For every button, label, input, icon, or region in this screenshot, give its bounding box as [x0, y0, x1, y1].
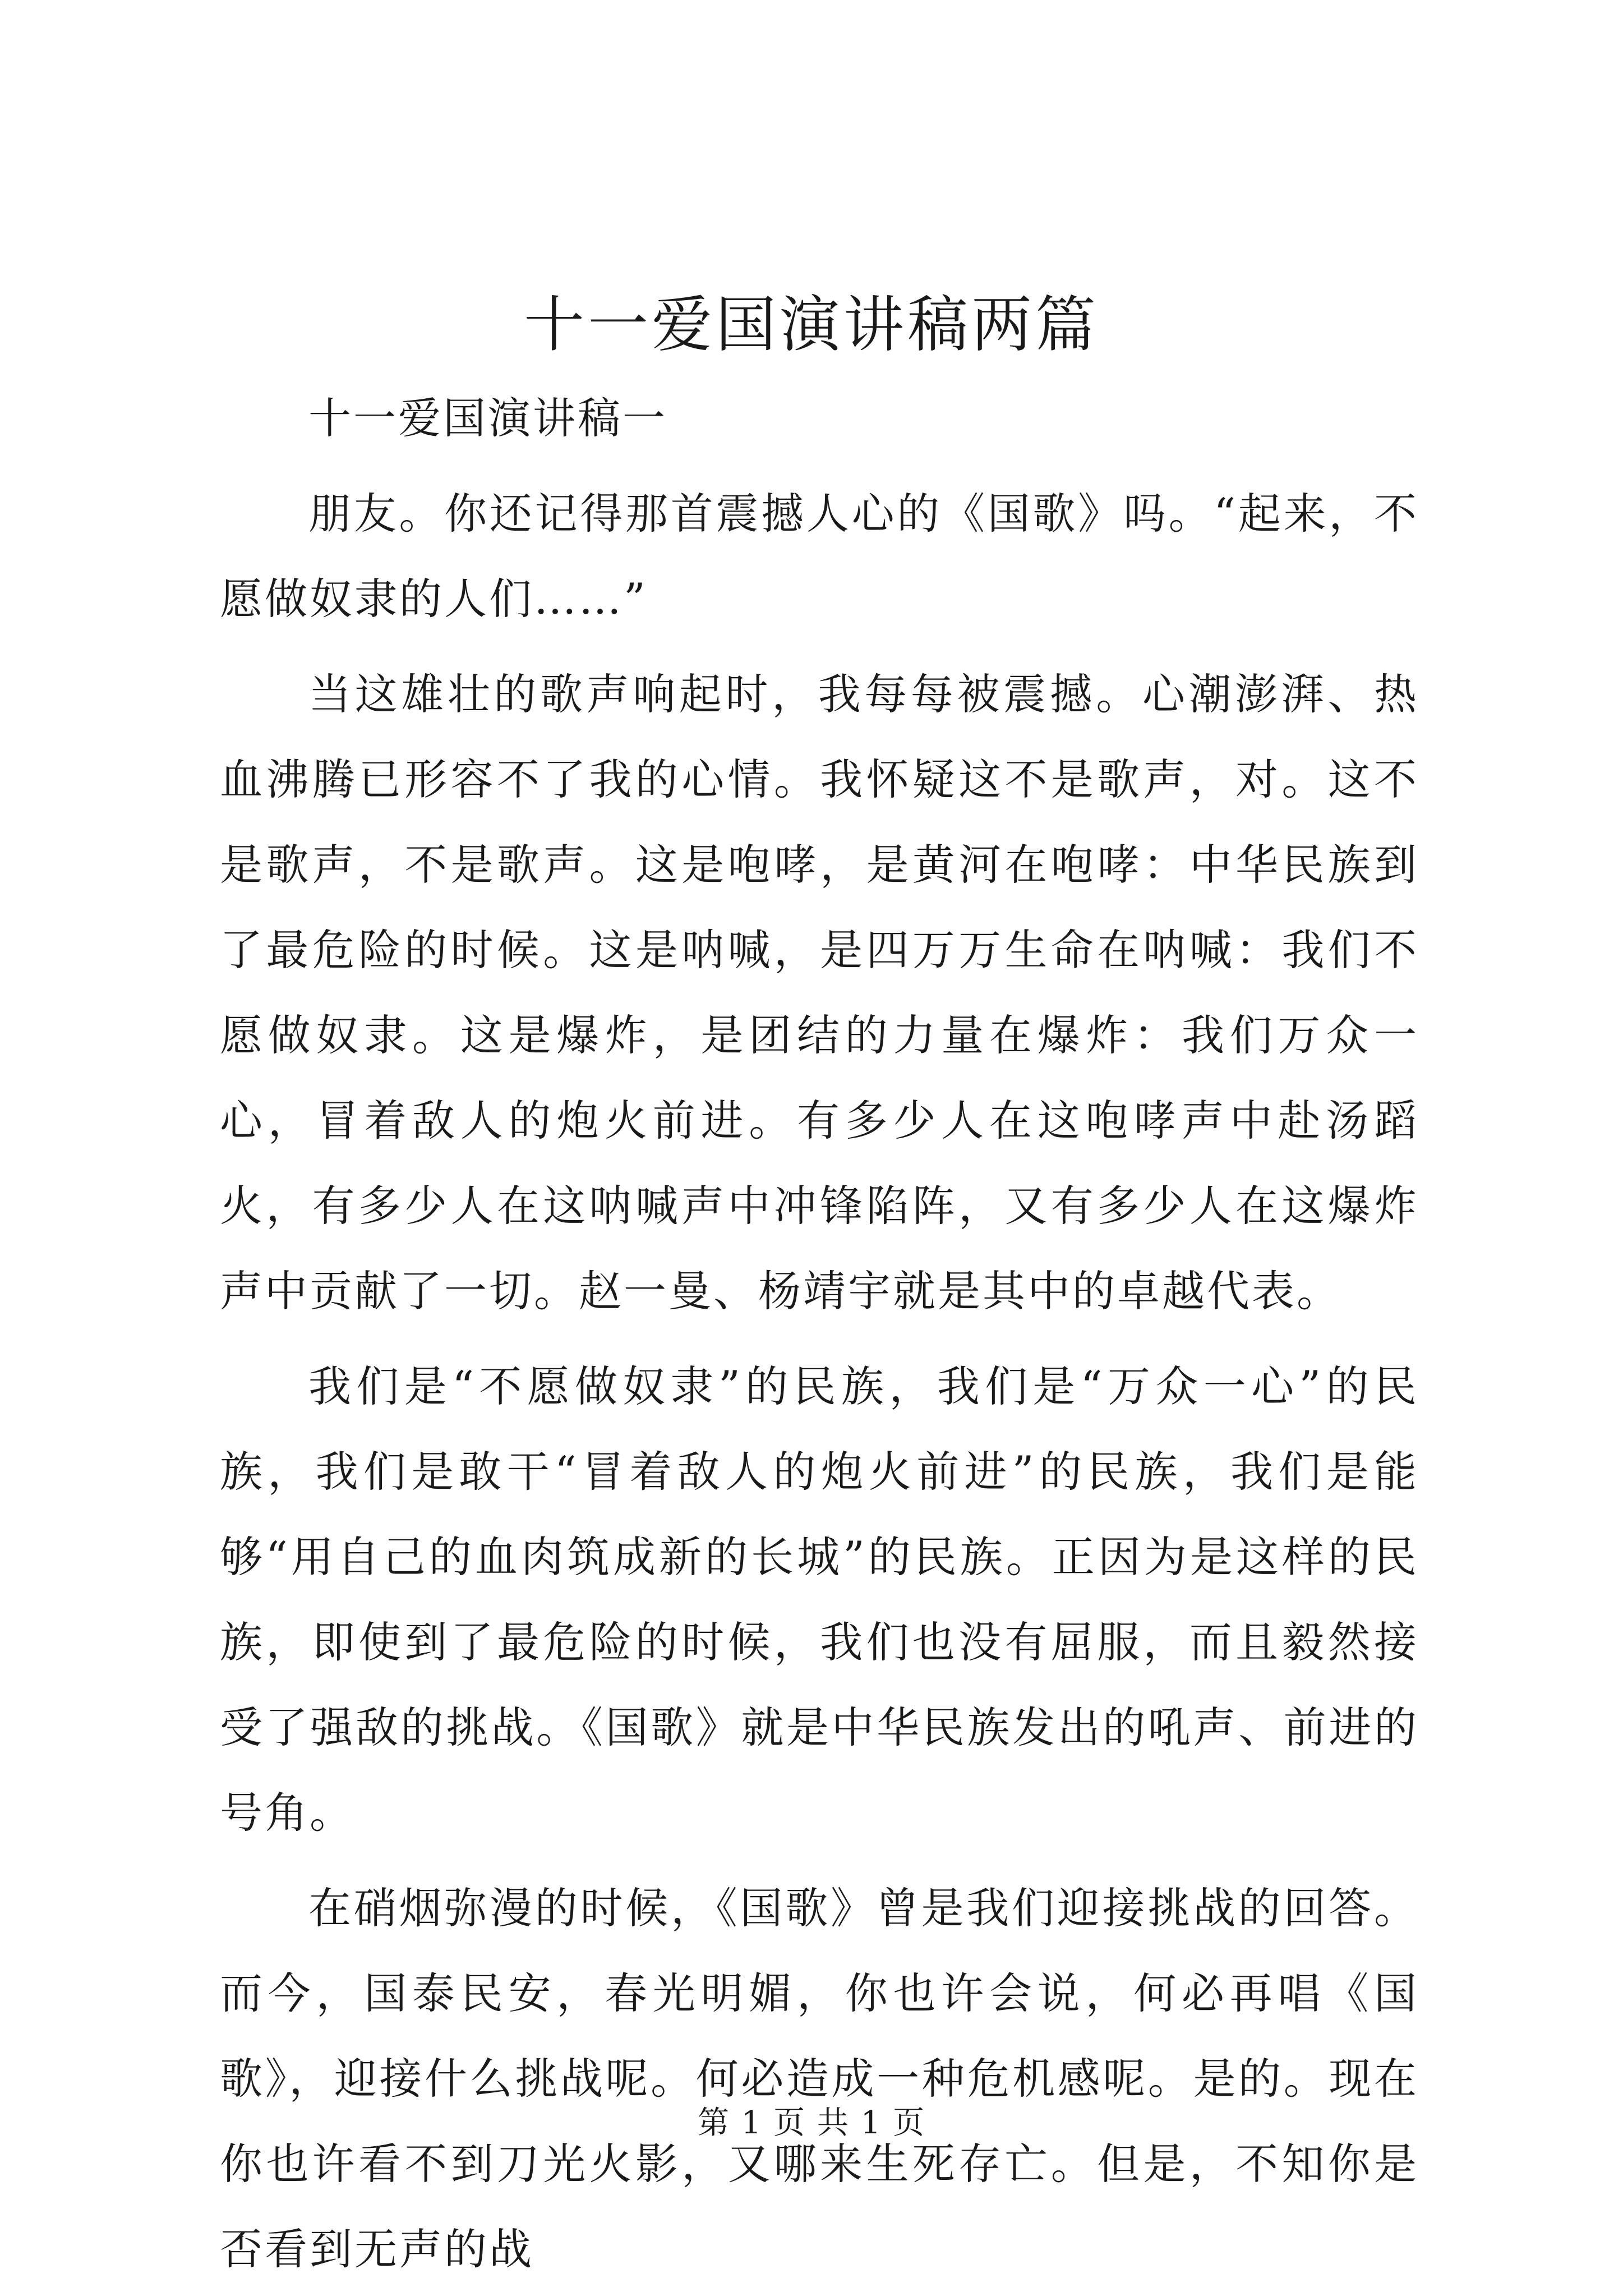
- paragraph: 当这雄壮的歌声响起时，我每每被震撼。心潮澎湃、热血沸腾已形容不了我的心情。我怀疑这不是歌声，对。这不是歌声，不是歌声。这是咆哮，是黄河在咆哮：中华民族到了最危险的时候。这是呐喊，是四万万生命在呐喊：我们不愿做奴隶。这是爆炸，是团结的力量在爆炸：我们万众一心，冒着敌人的炮火前进。有多少人在这咆哮声中赴汤蹈火，有多少人在这呐喊声中冲锋陷阵，又有多少人在这爆炸声中贡献了一切。赵一曼、杨靖宇就是其中的卓越代表。: [220, 669, 1419, 1316]
- section-subheading: 十一爱国演讲稿一: [308, 393, 667, 443]
- paragraph: 我们是“不愿做奴隶”的民族，我们是“万众一心”的民族，我们是敢干“冒着敌人的炮火前进”的民族，我们是能够“用自己的血肉筑成新的长城”的民族。正因为是这样的民族，即使到了最危险的时候，我们也没有屈服，而且毅然接受了强敌的挑战。《国歌》就是中华民族发出的吼声、前进的号角。: [220, 1361, 1419, 1838]
- paragraph: 朋友。你还记得那首震撼人心的《国歌》吗。“起来，不愿做奴隶的人们……”: [220, 489, 1419, 624]
- document-body: [220, 376, 1419, 2292]
- paragraph: 在硝烟弥漫的时候，《国歌》曾是我们迎接挑战的回答。而今，国泰民安，春光明媚，你也许会说，何必再唱《国歌》，迎接什么挑战呢。何必造成一种危机感呢。是的。现在你也许看不到刀光火影，又哪来生死存亡。但是，不知你是否看到无声的战: [220, 1883, 1419, 2274]
- document-title: 十一爱国演讲稿两篇: [523, 290, 1099, 360]
- page-footer: 第 1 页 共 1 页: [697, 2105, 926, 2141]
